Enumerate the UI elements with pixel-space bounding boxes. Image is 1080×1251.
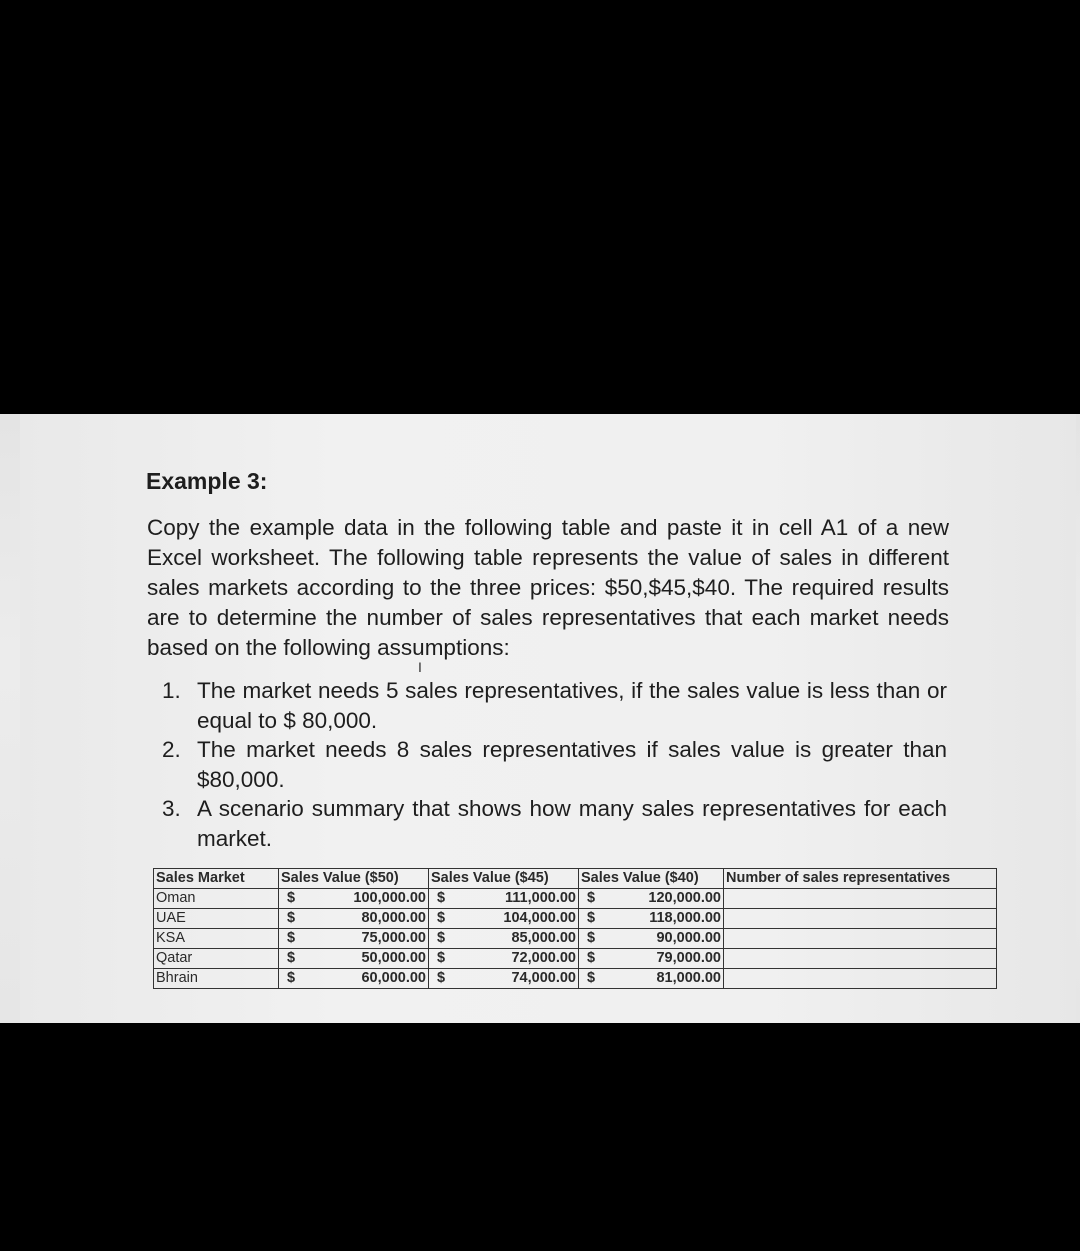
table-row bbox=[154, 949, 997, 969]
currency-symbol: $ bbox=[587, 970, 596, 986]
table-row bbox=[154, 969, 997, 989]
value-cell bbox=[279, 889, 429, 909]
list-item bbox=[162, 676, 947, 735]
value-cell bbox=[579, 929, 724, 949]
value-cell bbox=[579, 949, 724, 969]
header-sales-market: Sales Market bbox=[154, 869, 279, 889]
market-cell: Oman bbox=[154, 889, 279, 909]
amount: 100,000.00 bbox=[353, 890, 426, 906]
currency-symbol: $ bbox=[587, 910, 596, 926]
amount: 75,000.00 bbox=[361, 930, 426, 946]
amount: 60,000.00 bbox=[361, 970, 426, 986]
market-cell: UAE bbox=[154, 909, 279, 929]
amount: 120,000.00 bbox=[648, 890, 721, 906]
reps-cell bbox=[724, 909, 997, 929]
market-cell: Bhrain bbox=[154, 969, 279, 989]
value-cell bbox=[579, 889, 724, 909]
list-item-text: The market needs 8 sales representatives if sales value is greater than $80,000. bbox=[197, 737, 947, 792]
amount: 81,000.00 bbox=[656, 970, 721, 986]
list-item-number: 2. bbox=[162, 737, 181, 762]
amount: 72,000.00 bbox=[511, 950, 576, 966]
table-row bbox=[154, 889, 997, 909]
list-item bbox=[162, 735, 947, 794]
reps-cell bbox=[724, 889, 997, 909]
reps-cell bbox=[724, 969, 997, 989]
list-item-number: 1. bbox=[162, 678, 181, 703]
value-cell bbox=[579, 969, 724, 989]
amount: 79,000.00 bbox=[656, 950, 721, 966]
currency-symbol: $ bbox=[287, 950, 296, 966]
amount: 104,000.00 bbox=[503, 910, 576, 926]
header-number-of-reps: Number of sales representatives bbox=[724, 869, 997, 889]
currency-symbol: $ bbox=[437, 970, 446, 986]
sales-table bbox=[153, 868, 997, 989]
amount: 111,000.00 bbox=[505, 890, 576, 906]
amount: 50,000.00 bbox=[361, 950, 426, 966]
reps-cell bbox=[724, 949, 997, 969]
currency-symbol: $ bbox=[587, 930, 596, 946]
value-cell bbox=[429, 969, 579, 989]
market-cell: Qatar bbox=[154, 949, 279, 969]
amount: 90,000.00 bbox=[656, 930, 721, 946]
currency-symbol: $ bbox=[437, 910, 446, 926]
value-cell bbox=[279, 969, 429, 989]
value-cell bbox=[279, 909, 429, 929]
currency-symbol: $ bbox=[587, 890, 596, 906]
currency-symbol: $ bbox=[437, 950, 446, 966]
currency-symbol: $ bbox=[287, 910, 296, 926]
value-cell bbox=[429, 909, 579, 929]
header-sales-value-45: Sales Value ($45) bbox=[429, 869, 579, 889]
amount: 118,000.00 bbox=[649, 910, 721, 926]
currency-symbol: $ bbox=[587, 950, 596, 966]
value-cell bbox=[579, 909, 724, 929]
header-sales-value-50: Sales Value ($50) bbox=[279, 869, 429, 889]
example-heading: Example 3: bbox=[146, 468, 268, 494]
amount: 85,000.00 bbox=[511, 930, 576, 946]
text-cursor-icon: I bbox=[418, 659, 422, 675]
currency-symbol: $ bbox=[437, 890, 446, 906]
amount: 74,000.00 bbox=[511, 970, 576, 986]
intro-paragraph: Copy the example data in the following table and paste it in cell A1 of a new Excel worksheet. The following table represents the value of sales in different sales markets according to the three prices: $50,$45,$40. The required results are to determine the number of sales representatives that each market needs based on the following assumptions: bbox=[147, 515, 949, 660]
reps-cell bbox=[724, 929, 997, 949]
market-cell: KSA bbox=[154, 929, 279, 949]
value-cell bbox=[429, 929, 579, 949]
value-cell bbox=[429, 949, 579, 969]
list-item-text: A scenario summary that shows how many sales representatives for each market. bbox=[197, 796, 947, 851]
amount: 80,000.00 bbox=[361, 910, 426, 926]
table-row bbox=[154, 929, 997, 949]
list-item-number: 3. bbox=[162, 796, 181, 821]
value-cell bbox=[279, 949, 429, 969]
list-item-text: The market needs 5 sales representatives, if the sales value is less than or equal to $ 80,000. bbox=[197, 678, 947, 733]
currency-symbol: $ bbox=[287, 890, 296, 906]
currency-symbol: $ bbox=[287, 970, 296, 986]
table-header-row bbox=[154, 869, 997, 889]
header-sales-value-40: Sales Value ($40) bbox=[579, 869, 724, 889]
currency-symbol: $ bbox=[287, 930, 296, 946]
value-cell bbox=[429, 889, 579, 909]
list-item bbox=[162, 794, 947, 853]
currency-symbol: $ bbox=[437, 930, 446, 946]
table-row bbox=[154, 909, 997, 929]
value-cell bbox=[279, 929, 429, 949]
assumptions-list bbox=[162, 676, 947, 853]
